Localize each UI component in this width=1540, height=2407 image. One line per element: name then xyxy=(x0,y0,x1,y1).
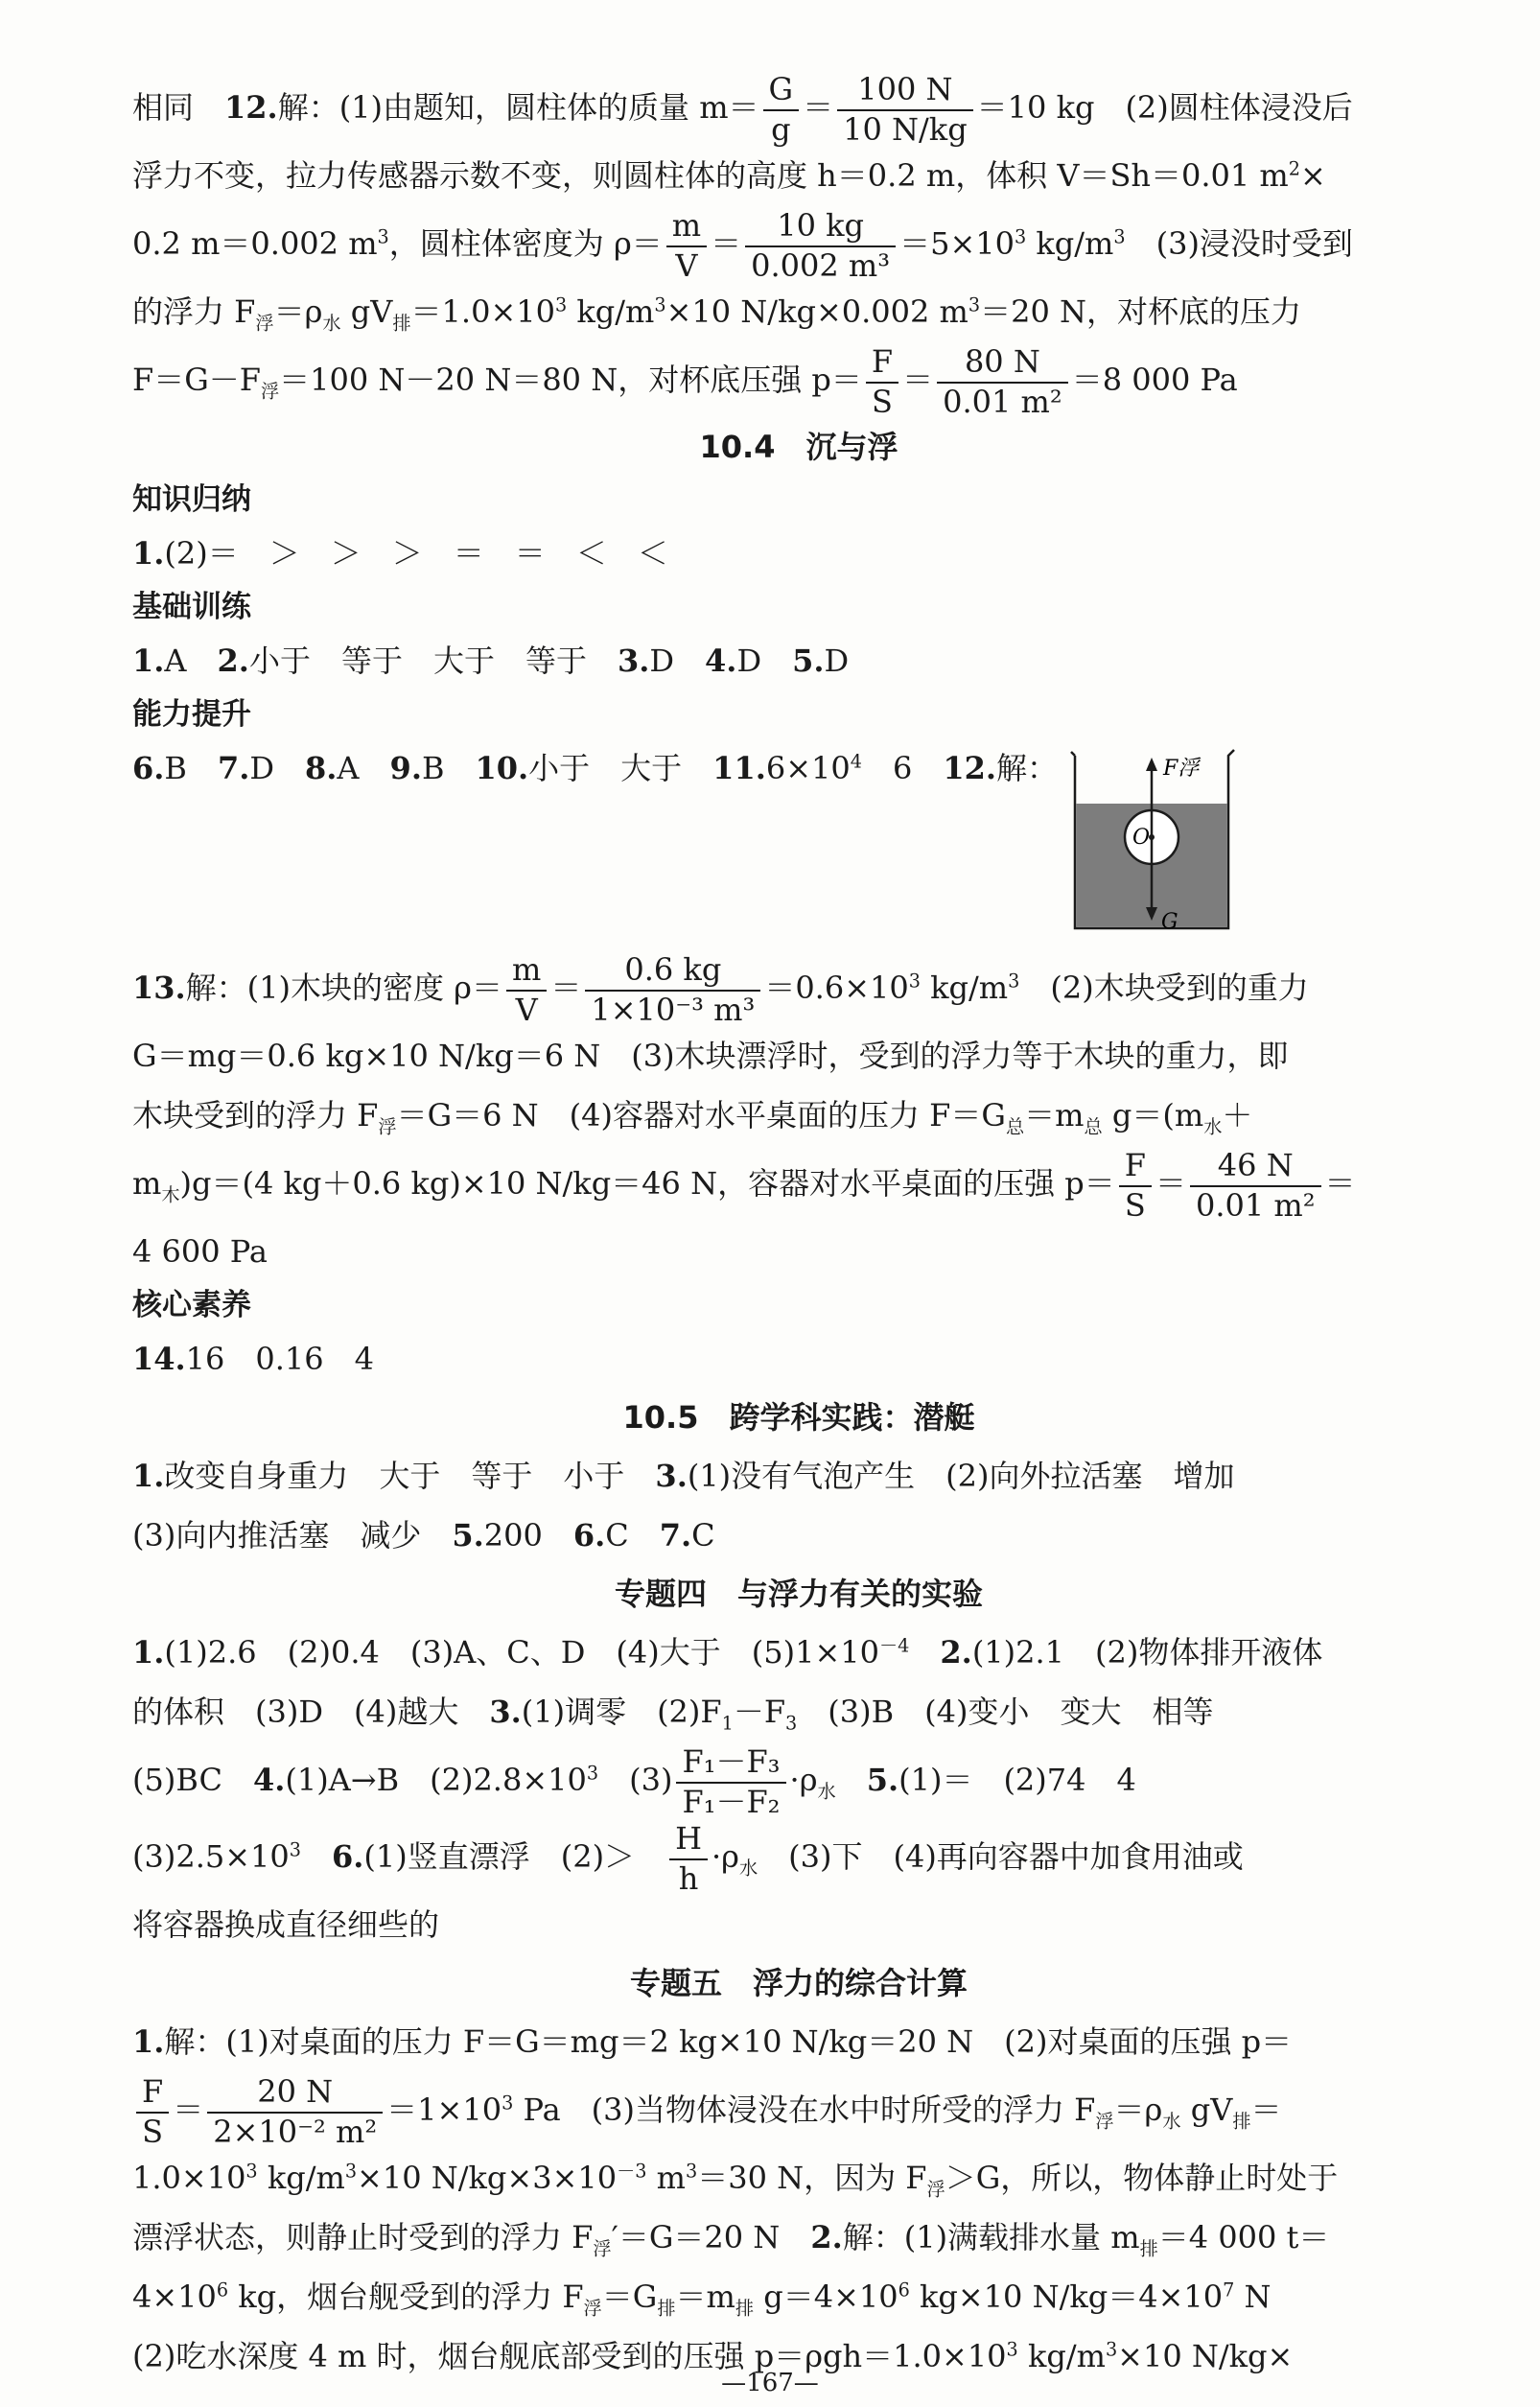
item-number: 11. xyxy=(712,750,766,786)
text-run: B xyxy=(421,750,476,786)
text-run: 将容器换成直径细些的 xyxy=(132,1906,440,1943)
fraction xyxy=(669,1822,708,1895)
subscript: 水 xyxy=(817,1780,836,1803)
subscript: 浮 xyxy=(583,2297,602,2320)
text-run: D xyxy=(249,750,306,786)
text-run: ＝30 N，因为 F xyxy=(697,2160,927,2196)
superscript: 3 xyxy=(502,2092,514,2115)
text-run: (2)吃水深度 4 m 时，烟台舰底部受到的压强 p＝ρgh＝1.0×10 xyxy=(132,2338,1007,2374)
numerator: 0.6 kg xyxy=(585,953,760,991)
fraction xyxy=(763,73,800,146)
subsection-heading xyxy=(132,1281,1465,1329)
item-number: 14. xyxy=(132,1341,186,1377)
superscript: 6 xyxy=(898,2278,910,2302)
text-run: ＝100 N－20 N＝80 N，对杯底压强 p＝ xyxy=(279,362,862,398)
text-run: 基础训练 xyxy=(132,590,251,624)
item-number: 2. xyxy=(217,643,249,679)
buoyancy-diagram xyxy=(1063,746,1246,938)
gravity-label: G xyxy=(1161,910,1178,934)
text-line xyxy=(132,524,1465,583)
text-run: kg×10 N/kg＝4×10 xyxy=(909,2278,1224,2315)
text-run: kg/m xyxy=(257,2160,345,2196)
numerator: 100 N xyxy=(837,73,973,110)
fraction xyxy=(136,2075,169,2148)
text-line xyxy=(132,2267,1465,2326)
text-line xyxy=(132,205,1465,282)
numerator: m xyxy=(666,209,707,246)
text-run: (3) xyxy=(598,1762,673,1798)
text-run: 1.0×10 xyxy=(132,2160,246,2196)
subsection-heading xyxy=(132,690,1465,738)
text-run: G＝mg＝0.6 kg×10 N/kg＝6 N (3)木块漂浮时，受到的浮力等于木块的重力，即 xyxy=(132,1038,1289,1074)
numerator: 10 kg xyxy=(745,209,896,246)
superscript: 3 xyxy=(1006,2338,1018,2361)
text-run: 浮力不变，拉力传感器示数不变，则圆柱体的高度 h＝0.2 m，体积 V＝Sh＝0.01 m xyxy=(132,157,1289,194)
text-run: 木块受到的浮力 F xyxy=(132,1097,379,1133)
text-run: g＝(m xyxy=(1102,1097,1204,1133)
superscript: 3 xyxy=(1105,2338,1118,2361)
fraction xyxy=(745,209,896,282)
subscript: 总 xyxy=(1084,1115,1103,1138)
text-run: ＝ xyxy=(1155,1165,1186,1202)
text-line xyxy=(132,2012,1465,2071)
fraction xyxy=(585,953,760,1026)
numerator: 46 N xyxy=(1190,1149,1321,1186)
subscript: 浮 xyxy=(255,312,274,335)
text-line xyxy=(132,738,1465,949)
subscript: 排 xyxy=(392,312,411,335)
subscript: 水 xyxy=(1203,1115,1223,1138)
text-run: (1)竖直漂浮 (2)＞ xyxy=(363,1838,666,1875)
text-run: －F xyxy=(733,1694,786,1730)
subscript: 排 xyxy=(1139,2237,1158,2260)
numerator: F xyxy=(1119,1149,1152,1186)
text-run: 专题四 与浮力有关的实验 xyxy=(614,1576,983,1612)
text-run xyxy=(909,1634,940,1671)
text-line xyxy=(132,1506,1465,1565)
text-run: (3)2.5×10 xyxy=(132,1838,290,1875)
text-run: 6×10 xyxy=(765,750,851,786)
text-line xyxy=(132,2071,1465,2148)
text-run: (3)下 (4)再向容器中加食用油或 xyxy=(758,1838,1244,1875)
text-line xyxy=(132,1086,1465,1145)
fraction xyxy=(866,345,898,418)
text-run: ·ρ xyxy=(789,1762,818,1798)
text-run: ＞G，所以，物体静止时处于 xyxy=(945,2160,1339,2196)
superscript: 4 xyxy=(850,750,862,773)
subscript: 木 xyxy=(161,1183,180,1206)
item-number: 6. xyxy=(132,750,165,786)
text-run: (1)＝ (2)74 4 xyxy=(898,1762,1136,1798)
text-run: (1)2.1 (2)物体排开液体 xyxy=(971,1634,1323,1671)
text-run: ＝ρ xyxy=(1113,2092,1163,2128)
numerator: H xyxy=(669,1822,708,1859)
section-title xyxy=(132,1954,1465,2012)
text-run: ×10 N/kg×3×10 xyxy=(357,2160,618,2196)
text-run: ′＝G＝20 N xyxy=(611,2219,811,2255)
item-number: 2. xyxy=(940,1634,972,1671)
text-line xyxy=(132,2148,1465,2208)
text-run: ＝ xyxy=(1324,1165,1356,1202)
text-run: × xyxy=(1300,157,1326,194)
denominator: g xyxy=(771,110,791,148)
text-line xyxy=(132,1026,1465,1086)
text-run: F＝G－F xyxy=(132,362,261,398)
subscript: 水 xyxy=(1162,2110,1181,2133)
text-run: 10.5 跨学科实践：潜艇 xyxy=(622,1399,975,1436)
text-run: 的浮力 F xyxy=(132,293,256,330)
text-run: ＝1×10 xyxy=(386,2092,502,2128)
text-line xyxy=(132,1329,1465,1389)
superscript: 3 xyxy=(968,293,981,316)
item-number: 6. xyxy=(331,1838,364,1875)
subscript: 浮 xyxy=(1095,2110,1114,2133)
item-number: 10. xyxy=(475,750,529,786)
subscript: 浮 xyxy=(926,2178,945,2201)
subscript: 总 xyxy=(1005,1115,1025,1138)
text-run: ＋ xyxy=(1222,1097,1253,1133)
text-run: B xyxy=(164,750,218,786)
text-run: 解：(1)由题知，圆柱体的质量 m＝ xyxy=(277,89,759,126)
numerator: F₁－F₃ xyxy=(676,1745,785,1783)
fraction xyxy=(837,73,973,146)
superscript: －3 xyxy=(617,2160,647,2183)
text-line xyxy=(132,69,1465,146)
item-number: 4. xyxy=(252,1762,286,1798)
text-run: kg，烟台舰受到的浮力 F xyxy=(228,2278,584,2315)
document-body xyxy=(132,69,1465,2386)
text-run: ＝ρ xyxy=(273,293,323,330)
text-run: 0.2 m＝0.002 m xyxy=(132,225,378,262)
item-number: 5. xyxy=(866,1762,899,1798)
text-run: 4×10 xyxy=(132,2278,217,2315)
text-run: 知识归纳 xyxy=(132,482,251,517)
denominator: V xyxy=(675,246,698,284)
item-number: 3. xyxy=(489,1694,522,1730)
numerator: F xyxy=(866,345,898,383)
text-run: ＝m xyxy=(1024,1097,1085,1133)
text-run: D xyxy=(736,643,793,679)
item-number: 3. xyxy=(655,1458,688,1494)
denominator: S xyxy=(1124,1186,1146,1224)
text-run: kg/m xyxy=(1017,2338,1106,2374)
text-line xyxy=(132,146,1465,205)
text-run: 解： xyxy=(996,750,1059,786)
text-run: 解：(1)对桌面的压力 F＝G＝mg＝2 kg×10 N/kg＝20 N (2)对桌面的压强 p＝ xyxy=(164,2023,1293,2060)
superscript: 2 xyxy=(1288,157,1300,180)
denominator: F₁－F₂ xyxy=(682,1783,781,1820)
text-run: gV xyxy=(1180,2092,1233,2128)
text-run: (1)2.6 (2)0.4 (3)A、C、D (4)大于 (5)1×10 xyxy=(164,1634,879,1671)
text-line xyxy=(132,1222,1465,1281)
text-run: C xyxy=(605,1517,660,1554)
text-run: ×10 N/kg× xyxy=(1117,2338,1294,2374)
text-run: 200 xyxy=(483,1517,573,1554)
text-run: 4 600 Pa xyxy=(132,1233,268,1270)
text-run: ＝ xyxy=(803,89,834,126)
text-run: 能力提升 xyxy=(132,697,251,732)
text-run: (1)调零 (2)F xyxy=(521,1694,722,1730)
text-run: (3)B (4)变小 变大 相等 xyxy=(797,1694,1214,1730)
item-number: 1. xyxy=(132,2023,165,2060)
buoyancy-label: F浮 xyxy=(1163,757,1200,781)
superscript: 7 xyxy=(1223,2278,1235,2302)
denominator: 0.01 m² xyxy=(943,383,1062,420)
text-run: 小于 大于 xyxy=(528,750,713,786)
body-label: O xyxy=(1132,826,1151,850)
text-line xyxy=(132,1741,1465,1818)
text-run: ·ρ xyxy=(711,1838,739,1875)
item-number: 1. xyxy=(132,1634,165,1671)
text-run xyxy=(836,1762,867,1798)
superscript: 3 xyxy=(554,293,568,316)
subscript: 浮 xyxy=(260,380,280,403)
text-run: (2)＝ ＞ ＞ ＞ ＝ ＝ ＜ ＜ xyxy=(164,535,668,572)
text-run: A xyxy=(164,643,218,679)
text-line xyxy=(132,282,1465,341)
text-run: )g＝(4 kg＋0.6 kg)×10 N/kg＝46 N，容器对水平桌面的压强 p＝ xyxy=(179,1165,1115,1202)
subsection-heading xyxy=(132,583,1465,631)
buoyancy-arrow-head xyxy=(1146,758,1157,771)
text-run: 核心素养 xyxy=(132,1288,251,1322)
text-run: ＝ xyxy=(550,970,582,1006)
item-number: 7. xyxy=(659,1517,692,1554)
text-line xyxy=(132,1682,1465,1741)
text-run: ＝G＝6 N (4)容器对水平桌面的压力 F＝G xyxy=(396,1097,1006,1133)
text-run: 6 xyxy=(861,750,944,786)
text-run: kg/m xyxy=(920,970,1009,1006)
denominator: 10 N/kg xyxy=(843,110,968,148)
item-number: 1. xyxy=(132,643,165,679)
text-run: ＝20 N，对杯底的压力 xyxy=(980,293,1302,330)
fraction xyxy=(506,953,547,1026)
denominator: S xyxy=(872,383,893,420)
superscript: 3 xyxy=(1014,225,1027,248)
section-title xyxy=(132,418,1465,476)
text-run: m xyxy=(132,1165,162,1202)
subscript: 3 xyxy=(785,1712,798,1735)
item-number: 12. xyxy=(224,89,278,126)
text-run: ＝G xyxy=(601,2278,658,2315)
text-run: N xyxy=(1234,2278,1272,2315)
text-run: 专题五 浮力的综合计算 xyxy=(629,1965,968,2001)
text-line xyxy=(132,1895,1465,1954)
superscript: 3 xyxy=(1008,970,1020,993)
text-run: ＝4 000 t＝ xyxy=(1157,2219,1330,2255)
denominator: 0.01 m² xyxy=(1195,1186,1316,1224)
numerator: G xyxy=(763,73,800,110)
superscript: 3 xyxy=(344,2160,358,2183)
text-run: ＝ xyxy=(711,225,742,262)
fraction xyxy=(1119,1149,1152,1222)
text-run: D xyxy=(824,643,850,679)
subsection-heading xyxy=(132,476,1465,524)
item-number: 4. xyxy=(705,643,737,679)
text-run: 16 0.16 4 xyxy=(185,1341,375,1377)
text-run: ×10 N/kg×0.002 m xyxy=(665,293,968,330)
section-title xyxy=(132,1389,1465,1446)
item-number: 9. xyxy=(389,750,422,786)
text-run: 改变自身重力 大于 等于 小于 xyxy=(164,1458,656,1494)
item-number: 1. xyxy=(132,535,165,572)
fraction xyxy=(666,209,707,282)
text-run: kg/m xyxy=(1026,225,1114,262)
text-run: 解：(1)木块的密度 ρ＝ xyxy=(185,970,502,1006)
text-run: (1)A→B (2)2.8×10 xyxy=(285,1762,587,1798)
text-run: (1)没有气泡产生 (2)向外拉活塞 增加 xyxy=(687,1458,1235,1494)
item-number: 3. xyxy=(617,643,650,679)
item-number: 12. xyxy=(943,750,996,786)
fraction xyxy=(937,345,1068,418)
item-number: 6. xyxy=(572,1517,606,1554)
subscript: 排 xyxy=(1232,2110,1251,2133)
item-number: 8. xyxy=(305,750,338,786)
item-number: 5. xyxy=(792,643,825,679)
numerator: F xyxy=(136,2075,169,2113)
item-number: 2. xyxy=(810,2219,843,2255)
item-number: 7. xyxy=(217,750,250,786)
numerator: 20 N xyxy=(207,2075,383,2113)
text-run: ＝ xyxy=(1250,2092,1282,2128)
fraction xyxy=(676,1745,785,1818)
subscript: 浮 xyxy=(378,1115,397,1138)
text-run: ＝0.6×10 xyxy=(764,970,909,1006)
text-run: 10.4 沉与浮 xyxy=(699,429,898,465)
text-run: A xyxy=(337,750,390,786)
denominator: 0.002 m³ xyxy=(751,246,891,284)
text-line xyxy=(132,1446,1465,1506)
text-line xyxy=(132,2208,1465,2267)
text-line xyxy=(132,341,1465,418)
superscript: 3 xyxy=(908,970,921,993)
denominator: h xyxy=(678,1859,699,1897)
superscript: 6 xyxy=(216,2278,229,2302)
subscript: 排 xyxy=(735,2297,755,2320)
text-run: ＝1.0×10 xyxy=(410,293,555,330)
subscript: 水 xyxy=(322,312,341,335)
fraction xyxy=(1190,1149,1321,1222)
superscript: 3 xyxy=(686,2160,698,2183)
text-run: (5)BC xyxy=(132,1762,253,1798)
text-line xyxy=(132,631,1465,690)
text-run: m xyxy=(646,2160,687,2196)
text-run: 解：(1)满载排水量 m xyxy=(842,2219,1140,2255)
numerator: m xyxy=(506,953,547,991)
superscript: －4 xyxy=(878,1634,910,1657)
text-run: ，圆柱体密度为 ρ＝ xyxy=(388,225,663,262)
text-run: (2)木块受到的重力 xyxy=(1019,970,1309,1006)
item-number: 13. xyxy=(132,970,186,1006)
text-run: ＝ xyxy=(902,362,934,398)
text-run: ＝m xyxy=(675,2278,735,2315)
page-number: —167— xyxy=(721,2369,819,2397)
denominator: V xyxy=(515,991,538,1028)
text-run: D xyxy=(649,643,706,679)
text-run: 的体积 (3)D (4)越大 xyxy=(132,1694,490,1730)
text-run: ＝8 000 Pa xyxy=(1071,362,1238,398)
denominator: S xyxy=(142,2113,164,2150)
fraction xyxy=(207,2075,383,2148)
superscript: 3 xyxy=(377,225,389,248)
superscript: 3 xyxy=(245,2160,258,2183)
text-line xyxy=(132,1818,1465,1895)
text-line xyxy=(132,1623,1465,1682)
text-line xyxy=(132,1145,1465,1222)
numerator: 80 N xyxy=(937,345,1068,383)
text-run: C xyxy=(691,1517,715,1554)
text-run: (3)浸没时受到 xyxy=(1125,225,1353,262)
text-run: ＝ xyxy=(173,2092,204,2128)
subscript: 水 xyxy=(738,1857,758,1880)
text-run: ＝5×10 xyxy=(899,225,1015,262)
superscript: 3 xyxy=(586,1762,599,1785)
text-run: gV xyxy=(340,293,393,330)
superscript: 3 xyxy=(654,293,666,316)
superscript: 3 xyxy=(1113,225,1126,248)
item-number: 1. xyxy=(132,1458,165,1494)
subscript: 浮 xyxy=(593,2237,612,2260)
text-run: 相同 xyxy=(132,89,225,126)
text-run xyxy=(301,1838,332,1875)
text-run: 漂浮状态，则静止时受到的浮力 F xyxy=(132,2219,594,2255)
item-number: 5. xyxy=(452,1517,484,1554)
text-run: kg/m xyxy=(567,293,655,330)
subscript: 排 xyxy=(657,2297,676,2320)
superscript: 3 xyxy=(289,1838,301,1861)
text-run: 小于 等于 大于 等于 xyxy=(248,643,618,679)
section-title xyxy=(132,1565,1465,1623)
denominator: 2×10⁻² m² xyxy=(213,2113,378,2150)
text-run: (3)向内推活塞 减少 xyxy=(132,1517,453,1554)
subscript: 1 xyxy=(721,1712,734,1735)
text-line xyxy=(132,949,1465,1026)
text-run: ＝10 kg (2)圆柱体浸没后 xyxy=(976,89,1353,126)
text-run: g＝4×10 xyxy=(754,2278,898,2315)
denominator: 1×10⁻³ m³ xyxy=(591,991,756,1028)
text-run: Pa (3)当物体浸没在水中时所受的浮力 F xyxy=(513,2092,1096,2128)
